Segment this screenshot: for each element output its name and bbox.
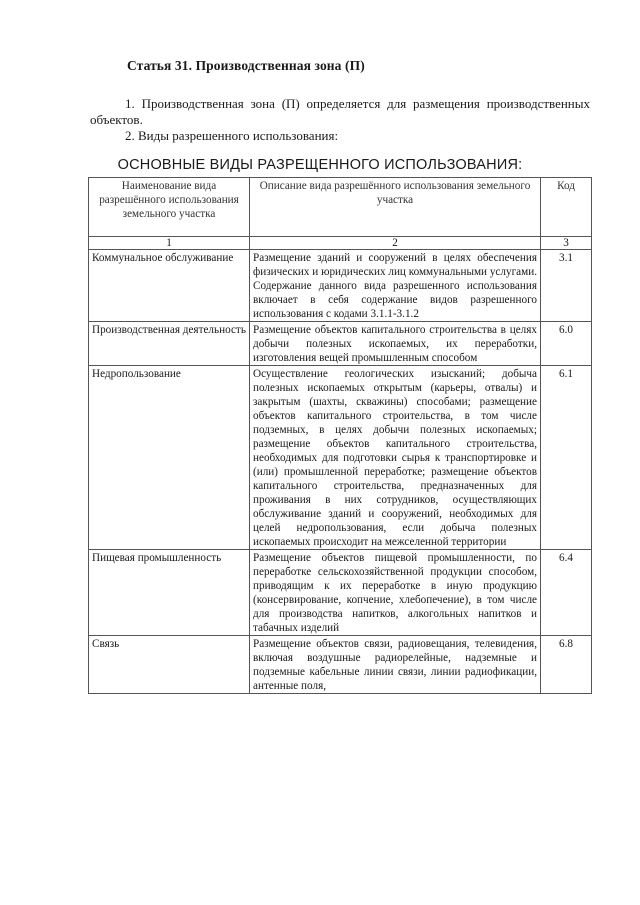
column-number: 3 xyxy=(541,237,592,250)
table-row xyxy=(89,322,592,366)
table-row xyxy=(89,550,592,636)
use-description: Осуществление геологических изысканий; добыча полезных ископаемых открытым (карьеры, отвалы) и закрытым (шахты, скважины) способами; размещение объектов капитального строительства, в том числе подземных, в целях добычи полезных ископаемых; размещение объектов капитального строительства, необходимых для подготовки сырья к транспортировке и (или) промышленной переработке; размещение объектов капитального строительства, предназначенных для проживания в них сотрудников, осуществляющих обслуживание зданий и сооружений, необходимых для целей недропользования, если добыча полезных ископаемых происходит на межселенной территории xyxy=(250,366,541,550)
use-description: Размещение объектов капитального строительства в целях добычи полезных ископаемых, их переработки, изготовления вещей промышленным способом xyxy=(250,322,541,366)
table-header-row xyxy=(89,178,592,237)
column-number: 1 xyxy=(89,237,250,250)
table-row xyxy=(89,250,592,322)
paragraph-permitted-uses: 2. Виды разрешенного использования: xyxy=(125,128,339,143)
use-description: Размещение объектов пищевой промышленности, по переработке сельскохозяйственной продукции способом, приводящим к их переработке в иную продукцию (консервирование, копчение, хлебопечение), в том числе для производства напитков, алкогольных напитков и табачных изделий xyxy=(250,550,541,636)
use-name: Пищевая промышленность xyxy=(89,550,250,636)
use-description: Размещение объектов связи, радиовещания, телевидения, включая воздушные радиорелейные, надземные и подземные кабельные линии связи, линии радиофикации, антенные поля, xyxy=(250,636,541,694)
use-name: Коммунальное обслуживание xyxy=(89,250,250,322)
header-code: Код xyxy=(541,178,592,237)
permitted-uses-table xyxy=(88,177,592,694)
use-name: Производственная деятельность xyxy=(89,322,250,366)
column-number: 2 xyxy=(250,237,541,250)
header-name: Наименование вида разрешённого использования земельного участка xyxy=(89,178,250,237)
use-description: Размещение зданий и сооружений в целях обеспечения физических и юридических лиц коммунальными услугами. Содержание данного вида разрешенного использования включает в себя содержание видов разрешенного использования с кодами 3.1.1-3.1.2 xyxy=(250,250,541,322)
table-row xyxy=(89,366,592,550)
use-code: 6.4 xyxy=(541,550,592,636)
use-code: 6.0 xyxy=(541,322,592,366)
article-title: Статья 31. Производственная зона (П) xyxy=(127,58,365,73)
column-number-row xyxy=(89,237,592,250)
use-name: Связь xyxy=(89,636,250,694)
table-row xyxy=(89,636,592,694)
paragraph-zone-definition: 1. Производственная зона (П) определяется для размещения производственных объектов. xyxy=(90,96,590,127)
use-code: 6.1 xyxy=(541,366,592,550)
table-heading: ОСНОВНЫЕ ВИДЫ РАЗРЕЩЕННОГО ИСПОЛЬЗОВАНИЯ: xyxy=(117,157,523,173)
use-name: Недропользование xyxy=(89,366,250,550)
use-code: 3.1 xyxy=(541,250,592,322)
use-code: 6.8 xyxy=(541,636,592,694)
header-description: Описание вида разрешённого использования земельного участка xyxy=(250,178,541,237)
